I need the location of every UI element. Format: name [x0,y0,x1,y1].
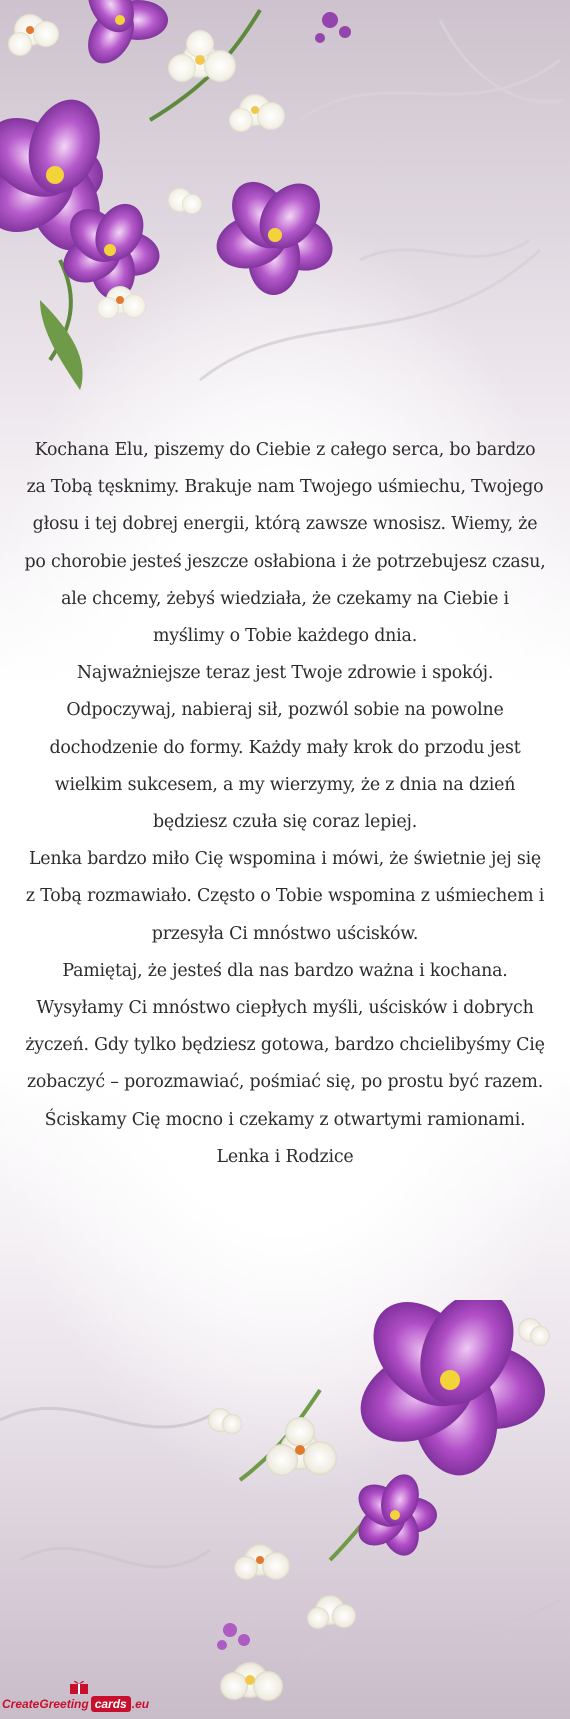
message-paragraph: Pamiętaj, że jesteś dla nas bardzo ważna i kochana. [62,960,508,981]
card-message [24,432,546,1176]
message-signature: Lenka i Rodzice [216,1146,354,1167]
message-paragraph: Najważniejsze teraz jest Twoje zdrowie i spokój. Odpoczywaj, nabieraj sił, pozwól sobie na powolne dochodzenie do formy. Każdy mały krok do przodu jest wielkim sukcesem, a my wierzymy, że z dnia na dzień będziesz czuła się coraz lepiej. [49,663,521,833]
message-paragraph: Wysyłamy Ci mnóstwo ciepłych myśli, uścisków i dobrych życzeń. Gdy tylko będziesz gotowa, bardzo chcielibyśmy Cię zobaczyć – porozmawiać, pośmiać się, po prostu być razem. [25,998,545,1093]
createGreetingCards-logo [2,1692,150,1716]
purple-flower-bottom-small [350,1469,437,1560]
message-paragraph: Ściskamy Cię mocno i czekamy z otwartymi ramionami. [44,1109,526,1130]
gift-icon [68,1678,90,1694]
logo-text-3: .eu [131,1697,150,1711]
logo-text-2: cards [91,1696,131,1712]
purple-flower-right [210,171,340,296]
top-floral-decoration [0,0,570,420]
message-paragraph: Kochana Elu, piszemy do Ciebie z całego serca, bo bardzo za Tobą tęsknimy. Brakuje nam Twojego uśmiechu, Twojego głosu i tej dobrej energii, którą zawsze wnosisz. Wiemy, że po chorobie jesteś jeszcze osłabiona i że potrzebujesz czasu, ale chcemy, żebyś wiedziała, że czekamy na Ciebie i myślimy o Tobie każdego dnia. [24,440,546,647]
purple-flower-top [79,0,168,72]
bottom-floral-decoration [0,1300,570,1719]
logo-text-1: CreateGreeting [2,1697,89,1711]
message-paragraph: Lenka bardzo miło Cię wspomina i mówi, że świetnie jej się z Tobą rozmawiało. Często o Tobie wspomina z uśmiechem i przesyła Ci mnóstwo uścisków. [25,849,545,944]
